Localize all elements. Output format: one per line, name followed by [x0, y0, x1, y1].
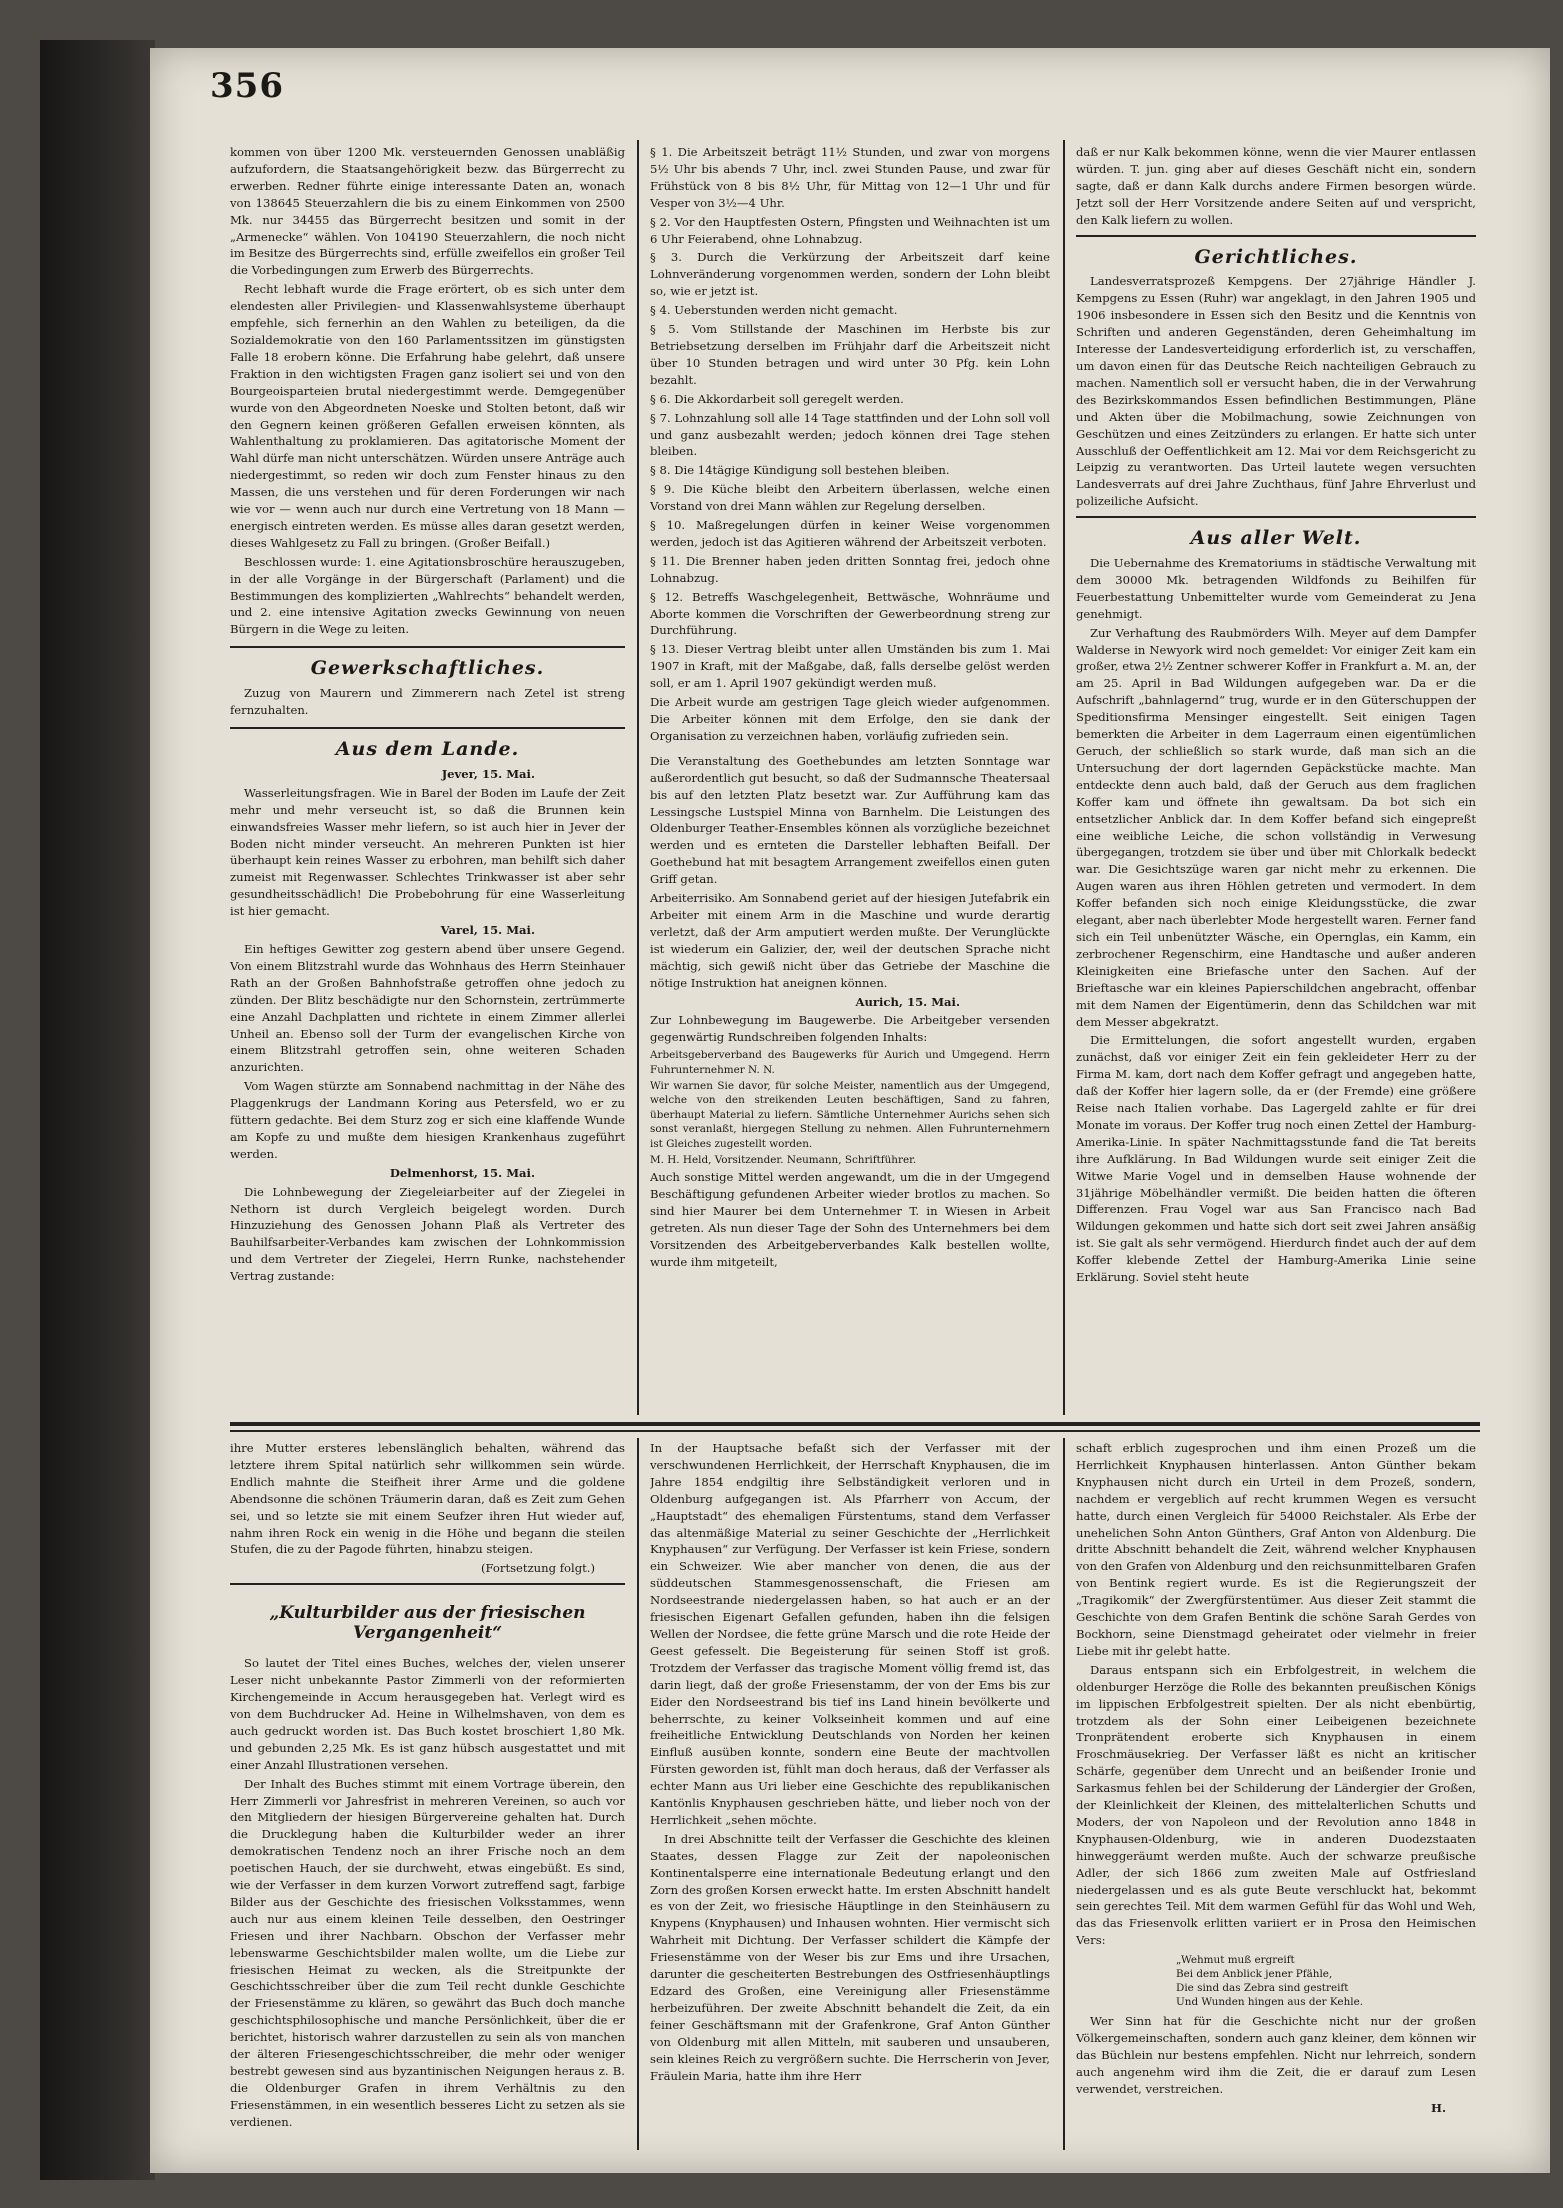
contract-paragraph: § 3. Durch die Verkürzung der Arbeitszeit darf keine Lohnveränderung vorgenommen werden, sondern der Lohn bleibt so, wie er jetzt ist. [650, 250, 1050, 299]
contract-paragraph: § 13. Dieser Vertrag bleibt unter allen Umständen bis zum 1. Mai 1907 in Kraft, mit der Maßgabe, daß, falls derselbe gelöst werden soll, er am 1. April 1907 gekündigt werden muß. [650, 642, 1050, 691]
continuation-note: (Fortsetzung folgt.) [480, 1561, 595, 1576]
paragraph: In der Hauptsache befaßt sich der Verfasser mit der verschwundenen Herrlichkeit, der Herrschaft Knyphausen, die im Jahre 1854 endgiltig ihre Selbständigkeit verloren und in Oldenburg aufgegangen ist. Als Pfarrherr von Accum, der „Hauptstadt“ des ehemaligen Fürstentums, stand dem Verfasser das altenmäßige Material zu seiner Geschichte der „Herrlichkeit Knyphausen“ zur Verfügung. Der Verfasser ist kein Friese, sondern ein Schweizer. Wie aber mancher von denen, die aus der süddeutschen Stammesgenossenschaft, die Friesen am Nordseestrande niedergelassen haben, so hat auch er an der friesischen Eigenart Gefallen gefunden, haben ihn die felsigen Wellen der Nordsee, die fette grüne Marsch und die rote Heide der Geest gefesselt. Die Begeisterung für seinen Stoff ist groß. Trotzdem der Verfasser das tragische Moment völlig fremd ist, das darin liegt, daß der große Friesenstamm, der von der Ems bis zur Eider den Nordseestrand bis tief ins Land hinein bevölkerte und beherrschte, zu keiner Volkseinheit kommen und auf eine freiheitliche Entwicklung Deutschlands von Norden her keinen Einfluß ausüben konnte, sondern eine Beute der machtvollen Fürsten geworden ist, fühlt man doch heraus, daß der Verfasser als echter Mann aus Uri lieber eine Geschichte des republikanischen Kantönlis Knyphausen geschrieben hätte, und lieber noch von der Herrlichkeit „sehen möchte. [650, 1441, 1050, 1827]
poem-line: „Wehmut muß ergreift [1176, 1954, 1295, 1967]
newspaper-page [150, 48, 1550, 2173]
paragraph: In drei Abschnitte teilt der Verfasser die Geschichte des kleinen Staates, dessen Flagge zur Zeit der napoleonischen Kontinentalsperre eine internationale Bedeutung erlangt und den Zorn des großen Korsen erweckt hatte. Im ersten Abschnitt handelt es von der Zeit, wo friesische Häuptlinge in den Steinhäusern zu Knypens (Knyphausen) und Inhausen wohnten. Hier vermischt sich Wahrheit mit Dichtung. Der Verfasser schildert die Kämpfe der Friesenstämme von der Weser bis zur Ems und ihre Ursachen, darunter die gescheiterten Bestrebungen des Ostfriesenhäuptlings Edzard des Großen, eine Vereinigung aller Friesenstämme herbeizuführen. Der zweite Abschnitt behandelt die Zeit, da ein feiner Geschäftsmann mit der Grafenkrone, Graf Anton Günther von Oldenburg mit allen Mitteln, mit sauberen und unsauberen, sein kleines Reich zu vergrößern suchte. Die Herrscherin von Jever, Fräulein Maria, hatte ihm ihre Herr [650, 1831, 1050, 2083]
paragraph: So lautet der Titel eines Buches, welches der, vielen unserer Leser nicht unbekannte Pastor Zimmerli von der reformierten Kirchengemeinde in Accum herausgegeben hat. Verlegt wird es von dem Buchdrucker Ad. Heine in Wilhelmshaven, von dem es auch gedruckt worden ist. Das Buch kostet broschiert 1,80 Mk. und gebunden 2,25 Mk. Es ist ganz hübsch ausgestattet und mit einer Anzahl Illustrationen versehen. [230, 1656, 625, 1772]
feuilleton-column-1 [230, 1440, 625, 2150]
column-rule [637, 140, 639, 1415]
paragraph: Recht lebhaft wurde die Frage erörtert, ob es sich unter dem elendesten aller Privilegien- und Klassenwahlsysteme überhaupt empfehle, sich fernerhin an den Wahlen zu beteiligen, da die Sozialdemokratie von den 160 Parlamentssitzen im günstigsten Falle 18 erobern könne. Die Erfahrung habe gelehrt, daß unsere Fraktion in den wichtigsten Fragen ganz isoliert sei und von den Bourgeoisparteien brutal niedergestimmt werde. Demgegenüber wurde von den Abgeordneten Noeske und Stolten betont, daß wir den Gegnern keinen größeren Gefallen erweisen könnten, als Wahlenthaltung zu proklamieren. Das agitatorische Moment der Wahl dürfe man nicht unterschätzen. Würden unsere Anträge auch niedergestimmt, so reden wir doch zum Fenster hinaus zu den Massen, die uns verstehen und für deren Forderungen wir nach wie vor — wenn auch nur durch eine Vertretung von 18 Mann — energisch eintreten werden. Es müsse alles daran gesetzt werden, dieses Wahlgesetz zu Fall zu bringen. (Großer Beifall.) [230, 282, 625, 550]
dateline-varel: Varel, 15. Mai. [440, 923, 535, 938]
contract-paragraph: § 8. Die 14tägige Kündigung soll bestehen bleiben. [650, 463, 950, 478]
paragraph: Wasserleitungsfragen. Wie in Barel der Boden im Laufe der Zeit mehr und mehr verseucht ist, so daß die Brunnen kein einwandsfreies Wasser mehr liefern, so ist auch hier in Jever der Boden nicht minder verseucht. An mehreren Punkten ist hier überhaupt kein reines Wasser zu erbohren, man behilft sich daher zumeist mit Regenwasser. Schlechtes Trinkwasser ist aber sehr gesundheitsschädlich! Die Probebohrung für eine Wasserleitung ist hier gemacht. [230, 785, 625, 919]
contract-paragraph: § 2. Vor den Hauptfesten Ostern, Pfingsten und Weihnachten ist um 6 Uhr Feierabend, ohne Lohnabzug. [650, 214, 1050, 246]
circular-text: Wir warnen Sie davor, für solche Meister, namentlich aus der Umgegend, welche von den streikenden Leuten beschäftigen, Sand zu fahren, überhaupt Material zu liefern. Sämtliche Unternehmer Aurichs sehen sich sonst veranlaßt, hiergegen Stellung zu nehmen. Allen Fuhrunternehmern ist Gleiches zugestellt worden. [650, 1080, 1050, 1150]
contract-paragraph: § 4. Ueberstunden werden nicht gemacht. [650, 303, 898, 318]
column-1 [230, 144, 625, 1414]
divider [230, 646, 625, 648]
paragraph: Die Veranstaltung des Goethebundes am letzten Sonntage war außerordentlich gut besucht, so daß der Sudmannsche Theatersaal bis auf den letzten Platz besetzt war. Zur Aufführung kam das Lessingsche Lustspiel Minna von Barnhelm. Die Leistungen des Oldenburger Teather-Ensembles können als vorzügliche bezeichnet werden und es ernteten die Darsteller lebhaften Beifall. Der Goethebund hat mit besagtem Arrangement zweifellos einen guten Griff getan. [650, 753, 1050, 887]
column-rule [1063, 1438, 1065, 2150]
divider [230, 1583, 625, 1585]
circular-signature: M. H. Held, Vorsitzender. Neumann, Schriftführer. [650, 1154, 917, 1167]
poem-line: Die sind das Zebra sind gestreift [1176, 1982, 1349, 1995]
paragraph: Die Lohnbewegung der Ziegeleiarbeiter auf der Ziegelei in Nethorn ist durch Vergleich beigelegt worden. Durch Hinzuziehung des Genossen Johann Plaß als Vertreter des Bauhilfsarbeiter-Verbandes kam zwischen der Lohnkommission und dem Vertreter der Ziegelei, Herrn Runke, nachstehender Vertrag zustande: [230, 1184, 625, 1284]
dateline-aurich: Aurich, 15. Mai. [855, 994, 960, 1009]
section-heading-gewerkschaftliches: Gewerkschaftliches. [310, 657, 545, 680]
book-binding [40, 40, 155, 2180]
paragraph: Zur Verhaftung des Raubmörders Wilh. Meyer auf dem Dampfer Walderse in Newyork wird noch gemeldet: Vor einiger Zeit kam ein großer, etwa 2½ Zentner schwerer Koffer in Frankfurt a. M. an, der am 25. April in Bad Wildungen aufgegeben war. Da er die Aufschrift „bahnlagernd“ trug, wurde er in den Güterschuppen der Speditionsfirma Mensinger eingestellt. Seit einigen Tagen bemerkten die Arbeiter in dem Lagerraum einen eigentümlichen Geruch, der schließlich so stark wurde, daß man sich an die Untersuchung der dort lagernden Gepäckstücke machte. Man entdeckte denn auch bald, daß der Geruch aus dem fraglichen Koffer kam und öffnete ihn gewaltsam. Da bot sich ein entsetzlicher Anblick dar. In dem Koffer befand sich eingepreßt eine weibliche Leiche, die schon vollständig in Verwesung übergegangen, trotzdem sie über und über mit Chlorkalk bedeckt war. Die Gesichtszüge waren gar nicht mehr zu erkennen. Die Augen waren aus ihren Höhlen getreten und vermodert. In dem Koffer befanden sich noch einige Kleidungsstücke, die zwar elegant, aber nach überlebter Mode hergestellt waren. Ferner fand sich ein Teil unbenützter Wäsche, ein Opernglas, ein Kamm, ein zerbrochener Regenschirm, eine Handtasche und außer anderen Kleinigkeiten eine Briefasche unter den Sachen. Auf der Brieftasche war ein kleines Papierschildchen angebracht, offenbar mit dem Namen der Eigentümerin, denn das Schildchen war mit dem Messer abgekratzt. [1076, 625, 1476, 1029]
paragraph: Der Inhalt des Buches stimmt mit einem Vortrage überein, den Herr Zimmerli vor Jahresfrist in mehreren Vereinen, so auch vor den Mitgliedern der hiesigen Bürgervereine gehalten hat. Durch die Drucklegung haben die Kulturbilder weder an ihrer demokratischen Tendenz noch an ihrer Frische noch an dem poetischen Hauch, der sie durchweht, etwas eingebüßt. Es sind, wie der Verfasser in dem kurzen Vorwort zutreffend sagt, farbige Bilder aus der Geschichte des friesischen Volksstammes, wenn auch nur aus einem kleinen Teile desselben, den Oestringer Friesen und ihrer Nachbarn. Obschon der Verfasser mehr lebenswarme Geschichtsbilder malen wollte, um die Liebe zur friesischen Heimat zu wecken, als die Streitpunkte der Geschichtsschreiber über die zum Teil recht dunkle Geschichte der Friesenstämme zu klären, so gewährt das Buch doch manche geschichtsphilosophische und manche Persönlichkeit, über die er berichtet, historisch wahrer darzustellen zu sein als von manchen der älteren Friesengeschichtsschreiber, die mehr oder weniger bestrebt gewesen sind aus byzantinischen Neigungen heraus z. B. die Oldenburger Grafen in ihrem Verhältnis zu den Friesenstämmen, in ein wesentlich besseres Licht zu setzen als sie verdienen. [230, 1776, 625, 2129]
column-rule [1063, 140, 1065, 1415]
feuilleton-column-3 [1076, 1440, 1476, 2150]
paragraph: kommen von über 1200 Mk. versteuernden Genossen unabläßig aufzufordern, die Staatsangehörigkeit bezw. das Bürgerrecht zu erwerben. Redner führte einige interessante Daten an, wonach von 138645 Steuerzahlern die bis zu einem Einkommen von 2500 Mk. nur 34455 das Bürgerrecht besitzen und somit in der „Armenecke“ wählen. Von 104190 Steuerzahlern, die noch nicht im Besitze des Bürgerrechts sind, erfülle zweifellos ein großer Teil die Vorbedingungen zum Erwerb des Bürgerrechts. [230, 145, 625, 278]
divider [230, 727, 625, 729]
paragraph: Arbeiterrisiko. Am Sonnabend geriet auf der hiesigen Jutefabrik ein Arbeiter mit einem Arm in die Maschine und wurde derartig verletzt, daß der Arm amputiert werden mußte. Der Verunglückte ist wiederum ein Galizier, der, weil der deutschen Sprache nicht mächtig, sich gewiß nicht über das Getriebe der Maschine die nötige Instruktion hat aneignen können. [650, 891, 1050, 990]
contract-paragraph: § 9. Die Küche bleibt den Arbeitern überlassen, welche einen Vorstand von drei Mann wählen zur Regelung derselben. [650, 482, 1050, 514]
column-3 [1076, 144, 1476, 1414]
column-2 [650, 144, 1050, 1414]
divider [1076, 516, 1476, 518]
contract-paragraph: § 7. Lohnzahlung soll alle 14 Tage stattfinden und der Lohn soll voll und ganz ausbezahlt werden; jedoch können drei Tage stehen bleiben. [650, 410, 1050, 459]
poem [1076, 1953, 1476, 2009]
dateline-jever: Jever, 15. Mai. [441, 766, 535, 781]
feuilleton-column-2 [650, 1440, 1050, 2150]
paragraph: ihre Mutter ersteres lebenslänglich behalten, während das letztere ihrem Spital natürlich sehr willkommen sein würde. Endlich mahnte die Steifheit ihrer Arme und die goldene Abendsonne die schönen Träumerin daran, daß es Zeit zum Gehen sei, und so letzte sie mit einem Seufzer ihren Hut wieder auf, nahm ihren Rock ein wenig in die Höhe und begann die steilen Stufen, die zu der Pagode führten, hinabzu steigen. [230, 1441, 625, 1557]
paragraph: Landesverratsprozeß Kempgens. Der 27jährige Händler J. Kempgens zu Essen (Ruhr) war angeklagt, in den Jahren 1905 und 1906 insbesondere in Essen sich den Besitz und die Kenntnis von Schriften und anderen Gegenständen, deren Geheimhaltung im Interesse der Landesverteidigung erforderlich ist, zu verschaffen, um davon einen für das Deutsche Reich nachteiligen Gebrauch zu machen. Namentlich soll er versucht haben, die in der Verwahrung des Bezirkskommandos Essen befindlichen Bestimmungen, Pläne und Akten über die Mobilmachung, sowie Zeichnungen von Geschützen und eines Zeitzünders zu erlangen. Er hatte sich unter Ausschluß der Oeffentlichkeit am 12. Mai vor dem Reichsgericht zu Leipzig zu verantworten. Das Urteil lautete wegen versuchten Landesverrats auf drei Jahre Zuchthaus, fünf Jahre Ehrverlust und polizeiliche Aufsicht. [1076, 274, 1476, 509]
paragraph: Auch sonstige Mittel werden angewandt, um die in der Umgegend Beschäftigung gefundenen Arbeiter wieder brotlos zu machen. So sind hier Maurer bei dem Unternehmer T. in Wiesen in Arbeit getreten. Als nun dieser Tage der Sohn des Unternehmers bei dem Vorsitzenden des Arbeitgeberverbandes Kalk bestellen wollte, wurde ihm mitgeteilt, [650, 1170, 1050, 1269]
paragraph: Wer Sinn hat für die Geschichte nicht nur der großen Völkergemeinschaften, sondern auch ganz kleiner, dem können wir das Büchlein nur bestens empfehlen. Nicht nur lehrreich, sondern auch angenehm wird ihm die Zeit, die er darauf zum Lesen verwendet, verstreichen. [1076, 2014, 1476, 2096]
contract-paragraph: § 1. Die Arbeitszeit beträgt 11½ Stunden, und zwar von morgens 5½ Uhr bis abends 7 Uhr, incl. zwei Stunden Pause, und zwar für Frühstück von 8 bis 8½ Uhr, für Mittag von 12—1 Uhr und für Vesper von 3½—4 Uhr. [650, 145, 1050, 210]
circular-text: Arbeitsgeberverband des Baugewerks für Aurich und Umgegend. Herrn Fuhrunternehmer N. N. [650, 1049, 1050, 1076]
divider [1076, 235, 1476, 237]
contract-paragraph: § 6. Die Akkordarbeit soll geregelt werden. [650, 391, 904, 406]
contract-paragraph: § 12. Betreffs Waschgelegenheit, Bettwäsche, Wohnräume und Aborte kommen die Vorschriften der Gewerbeordnung streng zur Durchführung. [650, 589, 1050, 638]
paragraph: Die Uebernahme des Krematoriums in städtische Verwaltung mit dem 30000 Mk. betragenden Wildfonds zu Beihilfen für Feuerbestattung Unbemittelter wurde vom Gemeinderat zu Jena genehmigt. [1076, 556, 1476, 621]
paragraph: schaft erblich zugesprochen und ihm einen Prozeß um die Herrlichkeit Knyphausen hinterlassen. Anton Günther bekam Knyphausen nicht durch ein Urteil in dem Prozeß, sondern, nachdem er vergeblich auf recht krummen Wegen es versucht hatte, durch einen Vergleich für 54000 Reichstaler. Als Erbe der unehelichen Sohn Anton Günthers, Graf Anton von Aldenburg. Die dritte Abschnitt behandelt die Zeit, während welcher Knyphausen von den Grafen von Aldenburg und den reichsunmittelbaren Grafen von Bentink regiert wurde. Es ist die Regierungszeit der „Tragikomik“ der Zwergfürstentümer. Aus dieser Zeit stammt die Geschichte von dem Grafen Bentink die schöne Sarah Gerdes von Bockhorn, seine Dienstmagd geheiratet oder vielmehr in freier Liebe mit ihr gelebt hatte. [1076, 1441, 1476, 1658]
paragraph: Beschlossen wurde: 1. eine Agitationsbroschüre herauszugeben, in der alle Vorgänge in der Bürgerschaft (Parlament) und die Bestimmungen des komplizierten „Wahlrechts“ behandelt werden, und 2. eine intensive Agitation zwecks Gewinnung von neuen Bürgern in die Wege zu leiten. [230, 554, 625, 637]
feuilleton-separator [230, 1422, 1480, 1426]
section-heading-aus-aller-welt: Aus aller Welt. [1190, 527, 1362, 550]
author-signature: H. [1431, 2100, 1446, 2115]
contract-paragraph: § 10. Maßregelungen dürfen in keiner Weise vorgenommen werden, jedoch ist das Agitieren während der Arbeitszeit verboten. [650, 518, 1050, 549]
paragraph: Die Ermittelungen, die sofort angestellt wurden, ergaben zunächst, daß vor einiger Zeit ein fein gekleideter Herr zu der Firma M. kam, dort nach dem Koffer gefragt und angegeben hatte, daß der Koffer hier lagern solle, da er (der Fremde) eine größere Reise nach Italien vorhabe. Das Lagergeld zahlte er für drei Monate im voraus. Der Koffer trug noch einen Zettel der Hamburg-Amerika-Linie. In später Nachmittagsstunde fand die Tat bereits ihre Aufklärung. In Bad Wildungen wurde seit einiger Zeit die Witwe Marie Vogel und in demselben Hause wohnende der 31jährige Möbelhändler vermißt. Die beiden hatten die öfteren Differenzen. Frau Vogel war aus San Francisco nach Bad Wildungen gekommen und hatte sich dort seit zwei Jahren ansäßig ist. Sie galt als sehr vermögend. Hierdurch findet auch der auf dem Koffer klebende Zettel der Hamburg-Amerika Linie seine Erklärung. Soviel steht heute [1076, 1033, 1476, 1285]
contract-paragraph: § 5. Vom Stillstande der Maschinen im Herbste bis zur Betriebsetzung derselben im Frühjahr darf die Arbeitszeit nicht über 10 Stunden betragen und wird unter 30 Pfg. kein Lohn bezahlt. [650, 322, 1050, 387]
poem-line: Und Wunden hingen aus der Kehle. [1176, 1996, 1364, 2009]
paragraph: Ein heftiges Gewitter zog gestern abend über unsere Gegend. Von einem Blitzstrahl wurde das Wohnhaus des Herrn Steinhauer Rath an der Großen Bahnhofstraße getroffen ohne jedoch zu zünden. Der Blitz beschädigte nur den Schornstein, zertrümmerte eine Anzahl Dachplatten und richtete in einem Zimmer allerlei Unheil an. Ebenso soll der Turm der evangelischen Kirche von einem Blitzstrahl getroffen sein, ohne weiteren Schaden anzurichten. [230, 941, 625, 1075]
section-heading-gerichtliches: Gerichtliches. [1194, 245, 1358, 268]
page-number: 356 [210, 66, 284, 106]
paragraph: Zuzug von Maurern und Zimmerern nach Zetel ist streng fernzuhalten. [230, 686, 625, 718]
section-heading-aus-dem-lande: Aus dem Lande. [335, 738, 520, 760]
poem-line: Bei dem Anblick jener Pfähle, [1176, 1968, 1333, 1981]
contract-paragraph: § 11. Die Brenner haben jeden dritten Sonntag frei, jedoch ohne Lohnabzug. [650, 553, 1050, 585]
column-rule [637, 1438, 639, 2150]
paragraph: Vom Wagen stürzte am Sonnabend nachmittag in der Nähe des Plaggenkrugs der Landmann Koring aus Petersfeld, wo er zu füttern gedachte. Bei dem Sturz zog er sich eine klaffende Wunde am Kopfe zu und mußte dem hiesigen Krankenhaus zugeführt werden. [230, 1079, 625, 1161]
paragraph: Zur Lohnbewegung im Baugewerbe. Die Arbeitgeber versenden gegenwärtig Rundschreiben folgenden Inhalts: [650, 1013, 1050, 1045]
paragraph: Daraus entspann sich ein Erbfolgestreit, in welchem die oldenburger Herzöge die Rolle des bekannten preußischen Königs im lippischen Erbfolgestreit spielten. Der als nicht ebenbürtig, trotzdem als der Sohn einer Leibeigenen bezeichnete Tronprätendent eroberte sich Knyphausen in einem Froschmäusekrieg. Der Verfasser läßt es nicht an kritischer Schärfe, gegenüber dem Unrecht und an beißender Ironie und Sarkasmus fehlen bei der Schilderung der Ländergier der Großen, der Kleinlichkeit der Kleinen, des mittelalterlichen Schutts und Moders, der von Napoleon und der Revolution anno 1848 in Knyphausen-Oldenburg, wie in anderen Duodezstaaten hinweggeräumt werden mußte. Auch der schwarze preußische Adler, der sich 1866 zum zweiten Male auf Ostfriesland niedergelassen und es als gute Beute verschluckt hat, bekommt sein gerechtes Teil. Mit dem warmen Gefühl für das Wohl und Weh, das das Friesenvolk erlitten variiert er in Prosa den Heimischen Vers: [1076, 1662, 1476, 1948]
paragraph: daß er nur Kalk bekommen könne, wenn die vier Maurer entlassen würden. T. jun. ging aber auf dieses Geschäft nicht ein, sondern sagte, daß er dann Kalk durchs andere Firmen besorgen würde. Jetzt soll der Herr Vorsitzende andere Seiten auf und verspricht, den Kalk liefern zu wollen. [1076, 145, 1476, 227]
article-title: „Kulturbilder aus der friesischen Vergangenheit“ [269, 1603, 586, 1644]
contract-paragraph: Die Arbeit wurde am gestrigen Tage gleich wieder aufgenommen. Die Arbeiter können mit dem Erfolge, den sie dank der Organisation zu verzeichnen haben, vorläufig zufrieden sein. [650, 695, 1050, 743]
dateline-delmenhorst: Delmenhorst, 15. Mai. [389, 1165, 535, 1180]
feuilleton-separator [230, 1430, 1480, 1432]
